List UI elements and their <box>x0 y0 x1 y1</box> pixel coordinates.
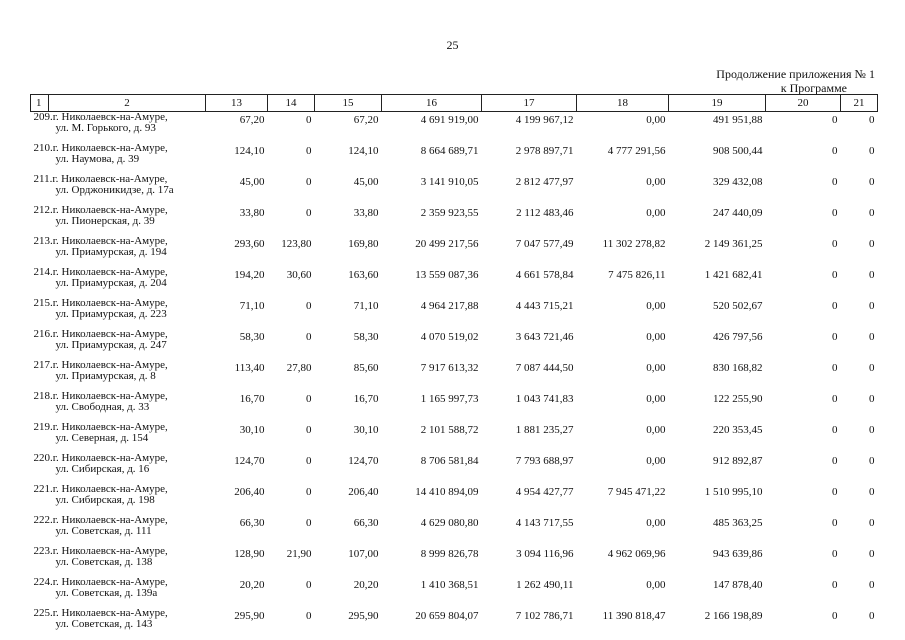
address-cell <box>31 143 206 174</box>
address-cell <box>31 360 206 391</box>
cell-col-15: 58,30 <box>353 331 379 343</box>
cell-col-20: 0 <box>832 331 838 343</box>
city-text: г. Николаевск-на-Амуре, <box>52 483 168 495</box>
city-text: г. Николаевск-на-Амуре, <box>52 359 168 371</box>
cell-col-15: 33,80 <box>353 207 379 219</box>
cell-col-14: 123,80 <box>281 238 312 250</box>
city-text: г. Николаевск-на-Амуре, <box>52 328 168 340</box>
table-row <box>31 515 878 546</box>
cell-col-20: 0 <box>832 269 838 281</box>
row-number: 217. <box>33 359 53 371</box>
cell-col-20: 0 <box>832 455 838 467</box>
table-row <box>31 484 878 515</box>
cell-col-13: 20,20 <box>239 579 265 591</box>
address-cell <box>31 329 206 360</box>
table-body <box>31 112 878 640</box>
cell-col-16: 2 101 588,72 <box>420 424 479 436</box>
cell-col-18: 4 962 069,96 <box>607 548 666 560</box>
address-cell <box>31 453 206 484</box>
table-row <box>31 577 878 608</box>
cell-col-14: 0 <box>306 300 312 312</box>
row-number: 219. <box>33 421 53 433</box>
cell-col-18: 11 302 278,82 <box>602 238 666 250</box>
cell-col-13: 128,90 <box>234 548 265 560</box>
cell-col-18: 0,00 <box>646 424 666 436</box>
row-number: 225. <box>33 607 53 619</box>
address-line-2: ул. М. Горького, д. 93 <box>55 122 156 134</box>
column-header-21: 21 <box>841 95 878 112</box>
cell-col-21: 0 <box>869 300 875 312</box>
city-text: г. Николаевск-на-Амуре, <box>52 266 168 278</box>
cell-col-16: 3 141 910,05 <box>420 176 479 188</box>
cell-col-20: 0 <box>832 207 838 219</box>
cell-col-17: 2 978 897,71 <box>515 145 574 157</box>
cell-col-14: 0 <box>306 579 312 591</box>
cell-col-18: 7 945 471,22 <box>607 486 666 498</box>
cell-col-18: 0,00 <box>646 176 666 188</box>
page-number: 25 <box>446 38 459 52</box>
cell-col-18: 0,00 <box>646 300 666 312</box>
city-text: г. Николаевск-на-Амуре, <box>52 607 168 619</box>
cell-col-20: 0 <box>832 424 838 436</box>
cell-col-20: 0 <box>832 145 838 157</box>
cell-col-20: 0 <box>832 176 838 188</box>
cell-col-20: 0 <box>832 610 838 622</box>
cell-col-20: 0 <box>832 517 838 529</box>
cell-col-15: 85,60 <box>353 362 379 374</box>
cell-col-13: 113,40 <box>234 362 265 374</box>
city-text: г. Николаевск-на-Амуре, <box>52 297 168 309</box>
table-row <box>31 267 878 298</box>
cell-col-18: 0,00 <box>646 331 666 343</box>
cell-col-15: 124,10 <box>348 145 379 157</box>
cell-col-18: 0,00 <box>646 517 666 529</box>
cell-col-19: 912 892,87 <box>713 455 763 467</box>
address-cell <box>31 577 206 608</box>
cell-col-14: 0 <box>306 455 312 467</box>
cell-col-13: 293,60 <box>234 238 265 250</box>
cell-col-15: 295,90 <box>348 610 379 622</box>
cell-col-14: 21,90 <box>286 548 312 560</box>
cell-col-14: 0 <box>306 331 312 343</box>
city-text: г. Николаевск-на-Амуре, <box>52 235 168 247</box>
cell-col-17: 7 793 688,97 <box>515 455 574 467</box>
cell-col-17: 2 112 483,46 <box>516 207 574 219</box>
address-line-2: ул. Приамурская, д. 247 <box>55 339 167 351</box>
cell-col-16: 4 964 217,88 <box>420 300 479 312</box>
cell-col-14: 0 <box>306 145 312 157</box>
address-cell <box>31 422 206 453</box>
cell-col-13: 295,90 <box>234 610 265 622</box>
cell-col-18: 7 475 826,11 <box>608 269 666 281</box>
cell-col-17: 3 094 116,96 <box>516 548 574 560</box>
table-row <box>31 143 878 174</box>
cell-col-21: 0 <box>869 269 875 281</box>
cell-col-20: 0 <box>832 548 838 560</box>
table-row <box>31 329 878 360</box>
cell-col-21: 0 <box>869 362 875 374</box>
cell-col-17: 7 087 444,50 <box>515 362 574 374</box>
address-line-2: ул. Орджоникидзе, д. 17а <box>55 184 174 196</box>
cell-col-15: 30,10 <box>353 424 379 436</box>
row-number: 218. <box>33 390 53 402</box>
cell-col-18: 0,00 <box>646 393 666 405</box>
row-number: 224. <box>33 576 53 588</box>
address-line-2: ул. Приамурская, д. 8 <box>55 370 156 382</box>
continuation-line-2: к Программе <box>780 81 847 95</box>
table-row <box>31 205 878 236</box>
cell-col-15: 66,30 <box>353 517 379 529</box>
table-row <box>31 174 878 205</box>
city-text: г. Николаевск-на-Амуре, <box>52 111 168 123</box>
address-line-2: ул. Приамурская, д. 194 <box>55 246 167 258</box>
cell-col-19: 485 363,25 <box>713 517 763 529</box>
cell-col-14: 0 <box>306 486 312 498</box>
cell-col-17: 4 661 578,84 <box>515 269 574 281</box>
table-row <box>31 112 878 144</box>
cell-col-16: 1 410 368,51 <box>420 579 479 591</box>
cell-col-17: 4 143 717,55 <box>515 517 574 529</box>
cell-col-13: 45,00 <box>239 176 265 188</box>
cell-col-14: 30,60 <box>286 269 312 281</box>
city-text: г. Николаевск-на-Амуре, <box>52 142 168 154</box>
cell-col-17: 1 881 235,27 <box>515 424 574 436</box>
address-cell <box>31 484 206 515</box>
cell-col-16: 8 999 826,78 <box>420 548 479 560</box>
city-text: г. Николаевск-на-Амуре, <box>52 576 168 588</box>
cell-col-19: 247 440,09 <box>713 207 763 219</box>
cell-col-13: 16,70 <box>239 393 265 405</box>
column-header-15: 15 <box>315 95 382 112</box>
cell-col-19: 426 797,56 <box>713 331 763 343</box>
city-text: г. Николаевск-на-Амуре, <box>52 390 168 402</box>
address-line-2: ул. Наумова, д. 39 <box>55 153 140 165</box>
cell-col-21: 0 <box>869 393 875 405</box>
cell-col-21: 0 <box>869 114 875 126</box>
row-number: 222. <box>33 514 53 526</box>
cell-col-21: 0 <box>869 207 875 219</box>
cell-col-14: 0 <box>306 114 312 126</box>
address-cell <box>31 174 206 205</box>
row-number: 215. <box>33 297 53 309</box>
city-text: г. Николаевск-на-Амуре, <box>52 545 168 557</box>
cell-col-19: 147 878,40 <box>713 579 763 591</box>
cell-col-15: 45,00 <box>353 176 379 188</box>
cell-col-18: 0,00 <box>646 114 666 126</box>
cell-col-21: 0 <box>869 517 875 529</box>
cell-col-15: 169,80 <box>348 238 379 250</box>
cell-col-15: 107,00 <box>348 548 379 560</box>
table-header-row <box>31 95 878 112</box>
column-header-20: 20 <box>766 95 841 112</box>
cell-col-16: 4 629 080,80 <box>420 517 479 529</box>
cell-col-21: 0 <box>869 455 875 467</box>
cell-col-19: 329 432,08 <box>713 176 763 188</box>
column-header-18: 18 <box>577 95 669 112</box>
cell-col-13: 124,10 <box>234 145 265 157</box>
cell-col-21: 0 <box>869 579 875 591</box>
row-number: 209. <box>33 111 53 123</box>
city-text: г. Николаевск-на-Амуре, <box>52 204 168 216</box>
address-cell <box>31 112 206 144</box>
cell-col-20: 0 <box>832 486 838 498</box>
row-number: 221. <box>33 483 53 495</box>
cell-col-16: 20 659 804,07 <box>415 610 479 622</box>
cell-col-16: 13 559 087,36 <box>415 269 479 281</box>
cell-col-13: 194,20 <box>234 269 265 281</box>
cell-col-18: 11 390 818,47 <box>602 610 666 622</box>
cell-col-14: 0 <box>306 610 312 622</box>
cell-col-21: 0 <box>869 331 875 343</box>
row-number: 211. <box>33 173 53 185</box>
table-row <box>31 298 878 329</box>
cell-col-16: 20 499 217,56 <box>415 238 479 250</box>
column-header-14: 14 <box>268 95 315 112</box>
column-header-2: 2 <box>49 95 206 112</box>
cell-col-19: 1 510 995,10 <box>704 486 763 498</box>
cell-col-15: 206,40 <box>348 486 379 498</box>
cell-col-19: 220 353,45 <box>713 424 763 436</box>
cell-col-17: 1 043 741,83 <box>515 393 574 405</box>
address-line-2: ул. Приамурская, д. 223 <box>55 308 167 320</box>
address-line-2: ул. Свободная, д. 33 <box>55 401 150 413</box>
cell-col-14: 0 <box>306 424 312 436</box>
address-line-2: ул. Северная, д. 154 <box>55 432 149 444</box>
cell-col-16: 4 070 519,02 <box>420 331 479 343</box>
table-row <box>31 360 878 391</box>
row-number: 216. <box>33 328 53 340</box>
address-line-2: ул. Советская, д. 139а <box>55 587 158 599</box>
address-cell <box>31 608 206 639</box>
cell-col-19: 908 500,44 <box>713 145 763 157</box>
cell-col-15: 71,10 <box>353 300 379 312</box>
row-number: 212. <box>33 204 53 216</box>
cell-col-21: 0 <box>869 424 875 436</box>
cell-col-16: 2 359 923,55 <box>420 207 479 219</box>
row-number: 214. <box>33 266 53 278</box>
cell-col-21: 0 <box>869 176 875 188</box>
cell-col-13: 206,40 <box>234 486 265 498</box>
cell-col-13: 58,30 <box>239 331 265 343</box>
cell-col-14: 27,80 <box>286 362 312 374</box>
cell-col-14: 0 <box>306 393 312 405</box>
city-text: г. Николаевск-на-Амуре, <box>52 514 168 526</box>
address-line-2: ул. Сибирская, д. 16 <box>55 463 150 475</box>
cell-col-14: 0 <box>306 207 312 219</box>
cell-col-21: 0 <box>869 145 875 157</box>
cell-col-21: 0 <box>869 486 875 498</box>
column-header-1: 1 <box>31 95 49 112</box>
city-text: г. Николаевск-на-Амуре, <box>52 421 168 433</box>
cell-col-18: 4 777 291,56 <box>607 145 666 157</box>
cell-col-15: 67,20 <box>353 114 379 126</box>
address-cell <box>31 546 206 577</box>
address-line-2: ул. Приамурская, д. 204 <box>55 277 167 289</box>
cell-col-19: 830 168,82 <box>713 362 763 374</box>
cell-col-21: 0 <box>869 238 875 250</box>
program-table <box>30 94 878 639</box>
address-cell <box>31 298 206 329</box>
cell-col-19: 491 951,88 <box>713 114 763 126</box>
address-line-2: ул. Советская, д. 138 <box>55 556 153 568</box>
cell-col-16: 4 691 919,00 <box>420 114 479 126</box>
cell-col-17: 1 262 490,11 <box>516 579 574 591</box>
cell-col-14: 0 <box>306 176 312 188</box>
column-header-17: 17 <box>482 95 577 112</box>
column-header-13: 13 <box>206 95 268 112</box>
cell-col-13: 30,10 <box>239 424 265 436</box>
continuation-line-1: Продолжение приложения № 1 <box>716 67 875 81</box>
cell-col-20: 0 <box>832 238 838 250</box>
address-cell <box>31 236 206 267</box>
address-cell <box>31 515 206 546</box>
cell-col-21: 0 <box>869 610 875 622</box>
column-header-16: 16 <box>382 95 482 112</box>
row-number: 223. <box>33 545 53 557</box>
cell-col-19: 122 255,90 <box>713 393 763 405</box>
address-line-2: ул. Пионерская, д. 39 <box>55 215 155 227</box>
cell-col-15: 16,70 <box>353 393 379 405</box>
cell-col-20: 0 <box>832 300 838 312</box>
cell-col-19: 1 421 682,41 <box>704 269 763 281</box>
address-line-2: ул. Советская, д. 143 <box>55 618 153 630</box>
cell-col-17: 4 199 967,12 <box>515 114 574 126</box>
cell-col-19: 943 639,86 <box>713 548 763 560</box>
row-number: 210. <box>33 142 53 154</box>
cell-col-17: 7 102 786,71 <box>515 610 574 622</box>
cell-col-15: 124,70 <box>348 455 379 467</box>
city-text: г. Николаевск-на-Амуре, <box>52 173 168 185</box>
column-header-19: 19 <box>669 95 766 112</box>
cell-col-18: 0,00 <box>646 207 666 219</box>
cell-col-20: 0 <box>832 579 838 591</box>
cell-col-13: 124,70 <box>234 455 265 467</box>
cell-col-18: 0,00 <box>646 579 666 591</box>
address-cell <box>31 205 206 236</box>
cell-col-13: 71,10 <box>239 300 265 312</box>
cell-col-17: 7 047 577,49 <box>515 238 574 250</box>
cell-col-18: 0,00 <box>646 455 666 467</box>
cell-col-16: 14 410 894,09 <box>415 486 479 498</box>
cell-col-19: 2 149 361,25 <box>704 238 763 250</box>
address-line-2: ул. Сибирская, д. 198 <box>55 494 155 506</box>
address-cell <box>31 267 206 298</box>
cell-col-19: 520 502,67 <box>713 300 763 312</box>
continuation-note <box>716 67 875 95</box>
cell-col-17: 3 643 721,46 <box>515 331 574 343</box>
table-row <box>31 453 878 484</box>
address-line-2: ул. Советская, д. 111 <box>55 525 152 537</box>
cell-col-16: 8 706 581,84 <box>420 455 479 467</box>
cell-col-17: 2 812 477,97 <box>515 176 574 188</box>
cell-col-17: 4 443 715,21 <box>515 300 574 312</box>
table-row <box>31 391 878 422</box>
row-number: 220. <box>33 452 53 464</box>
cell-col-17: 4 954 427,77 <box>515 486 574 498</box>
table-row <box>31 236 878 267</box>
cell-col-19: 2 166 198,89 <box>704 610 763 622</box>
cell-col-16: 7 917 613,32 <box>420 362 479 374</box>
cell-col-18: 0,00 <box>646 362 666 374</box>
cell-col-13: 33,80 <box>239 207 265 219</box>
cell-col-16: 1 165 997,73 <box>420 393 479 405</box>
cell-col-20: 0 <box>832 114 838 126</box>
cell-col-21: 0 <box>869 548 875 560</box>
table-row <box>31 546 878 577</box>
cell-col-15: 20,20 <box>353 579 379 591</box>
table-row <box>31 422 878 453</box>
cell-col-20: 0 <box>832 362 838 374</box>
table-row <box>31 608 878 639</box>
city-text: г. Николаевск-на-Амуре, <box>52 452 168 464</box>
cell-col-13: 66,30 <box>239 517 265 529</box>
cell-col-13: 67,20 <box>239 114 265 126</box>
cell-col-16: 8 664 689,71 <box>420 145 479 157</box>
cell-col-15: 163,60 <box>348 269 379 281</box>
address-cell <box>31 391 206 422</box>
cell-col-14: 0 <box>306 517 312 529</box>
cell-col-20: 0 <box>832 393 838 405</box>
row-number: 213. <box>33 235 53 247</box>
